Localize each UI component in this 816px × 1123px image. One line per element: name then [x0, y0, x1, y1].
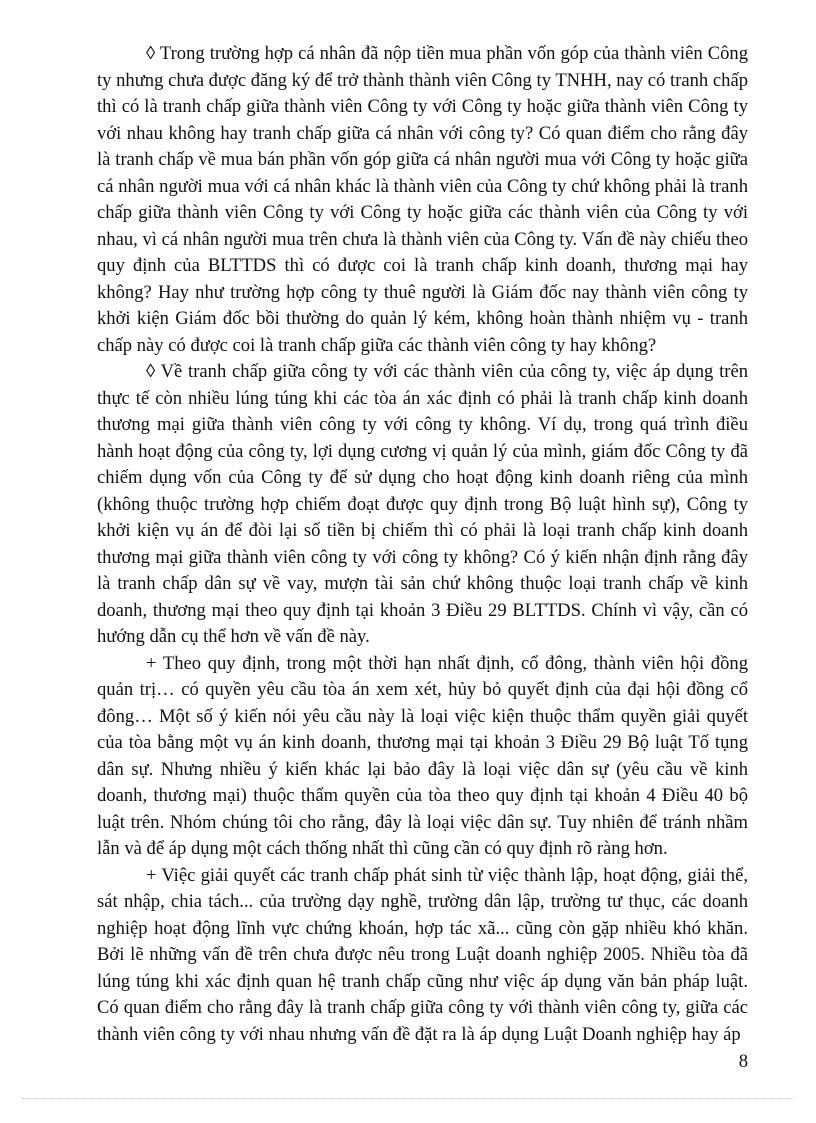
body-text — [97, 41, 748, 1048]
page-number: 8 — [738, 1051, 748, 1072]
paragraph-4: + Việc giải quyết các tranh chấp phát sinh từ việc thành lập, hoạt động, giải thể, sát nhập, chia tách... của trường dạy nghề, trường dân lập, trường tư thục, các doanh nghiệp hoạt động lĩnh vực chứng khoán, hợp tác xã... cũng còn gặp nhiều khó khăn. Bởi lẽ những vấn đề trên chưa được nêu trong Luật doanh nghiệp 2005. Nhiều tòa đã lúng túng khi xác định quan hệ tranh chấp cũng như việc áp dụng văn bản pháp luật. Có quan điểm cho rằng đây là tranh chấp giữa công ty với thành viên công ty, giữa các thành viên công ty với nhau nhưng vấn đề đặt ra là áp dụng Luật Doanh nghiệp hay áp — [97, 864, 748, 1045]
paragraph-3: + Theo quy định, trong một thời hạn nhất định, cổ đông, thành viên hội đồng quản trị… có quyền yêu cầu tòa án xem xét, hủy bỏ quyết định của đại hội đồng cổ đông… Một số ý kiến nói yêu cầu này là loại việc kiện thuộc thẩm quyền giải quyết của tòa bằng một vụ án kinh doanh, thương mại tại khoản 3 Điều 29 Bộ luật Tố tụng dân sự. Nhưng nhiều ý kiến khác lại bảo đây là loại việc dân sự (yêu cầu về kinh doanh, thương mại) thuộc thẩm quyền của tòa theo quy định tại khoản 4 Điều 40 bộ luật trên. Nhóm chúng tôi cho rằng, đây là loại việc dân sự. Tuy nhiên để tránh nhầm lẫn và để áp dụng một cách thống nhất thì cũng cần có quy định rõ ràng hơn. — [97, 652, 748, 859]
footer-divider — [22, 1098, 794, 1099]
paragraph-1: ◊ Trong trường hợp cá nhân đã nộp tiền mua phần vốn góp của thành viên Công ty nhưng chưa được đăng ký để trở thành thành viên Công ty TNHH, nay có tranh chấp thì có là tranh chấp giữa thành viên Công ty với Công ty hoặc giữa thành viên Công ty với nhau không hay tranh chấp giữa cá nhân với công ty? Có quan điểm cho rằng đây là tranh chấp về mua bán phần vốn góp giữa cá nhân người mua với Công ty hoặc giữa cá nhân người mua với cá nhân khác là thành viên của Công ty chứ không phải là tranh chấp giữa thành viên Công ty với Công ty hoặc giữa các thành viên của Công ty với nhau, vì cá nhân người mua trên chưa là thành viên của Công ty. Vấn đề này chiếu theo quy định của BLTTDS thì có được coi là tranh chấp kinh doanh, thương mại hay không? Hay như trường hợp công ty thuê người là Giám đốc nay thành viên công ty khởi kiện Giám đốc bồi thường do quản lý kém, không hoàn thành nhiệm vụ - tranh chấp này có được coi là tranh chấp giữa các thành viên công ty hay không? — [97, 43, 748, 356]
paragraph-2: ◊ Về tranh chấp giữa công ty với các thành viên của công ty, việc áp dụng trên thực tế còn nhiều lúng túng khi các tòa án xác định có phải là tranh chấp kinh doanh thương mại giữa thành viên công ty với công ty không. Ví dụ, trong quá trình điều hành hoạt động của công ty, lợi dụng cương vị quản lý của mình, giám đốc Công ty đã chiếm dụng vốn của Công ty để sử dụng cho hoạt động kinh doanh riêng của mình (không thuộc trường hợp chiếm đoạt được quy định trong Bộ luật hình sự), Công ty khởi kiện vụ án để đòi lại số tiền bị chiếm thì có phải là loại tranh chấp kinh doanh thương mại giữa thành viên công ty với công ty không? Có ý kiến nhận định rằng đây là tranh chấp dân sự về vay, mượn tài sản chứ không thuộc loại tranh chấp về kinh doanh, thương mại theo quy định tại khoản 3 Điều 29 BLTTDS. Chính vì vậy, cần có hướng dẫn cụ thể hơn về vấn đề này. — [97, 361, 748, 647]
